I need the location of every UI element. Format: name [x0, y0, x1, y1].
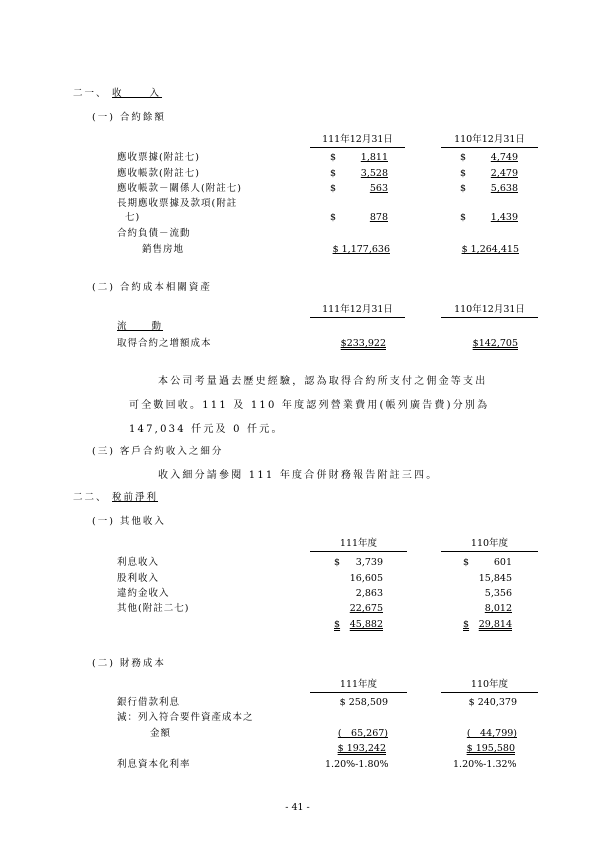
value-110: 601 — [493, 557, 512, 568]
value-110: ( 44,799) — [466, 728, 517, 739]
value-110: $142,705 — [472, 338, 518, 349]
row-label: 利息收入 — [117, 557, 160, 568]
currency-symbol: $ — [334, 619, 341, 630]
value-111: $ 258,509 — [339, 697, 388, 708]
rate-110: 1.20%-1.32% — [453, 759, 517, 770]
col-header-111: 111年度 — [339, 538, 378, 549]
value-111: 2,863 — [355, 588, 383, 599]
subsection-other-income: (一) 其他收入 — [92, 516, 166, 527]
row-label: 其他(附註二七) — [117, 603, 190, 614]
row-label-cont: 金額 — [150, 728, 172, 739]
header-rule — [441, 551, 538, 552]
row-label: 股利收入 — [117, 573, 160, 584]
row-label: 減：列入符合要件資產成本之 — [117, 712, 254, 723]
row-label: 應收帳款－關係人(附註七) — [117, 183, 242, 194]
total-111: 45,882 — [349, 619, 383, 630]
col-header-110: 110年度 — [470, 538, 509, 549]
currency-symbol: $ — [460, 212, 467, 223]
subsection-revenue-breakdown: (三) 客戶合約收入之細分 — [92, 446, 224, 457]
row-label: 銀行借款利息 — [117, 697, 181, 708]
value-110: 5,356 — [484, 588, 512, 599]
currency-symbol: $ — [330, 168, 337, 179]
col-header-110: 110年12月31日 — [454, 134, 525, 145]
value-110: 15,845 — [478, 573, 512, 584]
section-22-number: 二二、 — [73, 492, 108, 503]
currency-symbol: $ — [460, 183, 467, 194]
value-110: $ 1,264,415 — [461, 244, 519, 255]
value-111: $233,922 — [340, 338, 386, 349]
currency-symbol: $ — [460, 168, 467, 179]
page-number: - 41 - — [285, 802, 310, 813]
currency-symbol: $ — [463, 619, 470, 630]
value-111: $ 1,177,636 — [332, 244, 390, 255]
col-header-110: 110年度 — [470, 679, 509, 690]
currency-symbol: $ — [330, 212, 337, 223]
col-header-111: 111年12月31日 — [322, 304, 393, 315]
total-110: $ 195,580 — [466, 743, 515, 754]
section-21-title: 收 入 — [112, 88, 163, 99]
row-label: 利息資本化利率 — [117, 759, 191, 770]
header-rule — [441, 692, 538, 693]
col-header-111: 111年度 — [339, 679, 378, 690]
header-rule — [310, 692, 407, 693]
row-label: 長期應收票據及款項(附註 — [117, 198, 238, 209]
currency-symbol: $ — [334, 557, 341, 568]
row-label: 合約負債－流動 — [117, 228, 191, 239]
col-header-110: 110年12月31日 — [454, 304, 525, 315]
value-110: $ 240,379 — [468, 697, 517, 708]
value-111: 22,675 — [349, 603, 383, 614]
note-text: 收入細分請參閱 111 年度合併財務報告附註三四。 — [158, 470, 439, 481]
paragraph-line: 本公司考量過去歷史經驗，認為取得合約所支付之佣金等支出 — [158, 376, 488, 387]
header-rule — [441, 317, 538, 318]
row-label: 應收票據(附註七) — [117, 152, 200, 163]
currency-symbol: $ — [330, 183, 337, 194]
value-110: 8,012 — [484, 603, 512, 614]
row-label-cont: 銷售房地 — [142, 244, 185, 255]
value-111: 1,811 — [360, 152, 388, 163]
row-label: 取得合約之增額成本 — [117, 338, 212, 349]
rate-111: 1.20%-1.80% — [325, 759, 389, 770]
section-21-number: 二一、 — [73, 88, 108, 99]
value-111: 16,605 — [349, 573, 383, 584]
header-rule — [310, 317, 405, 318]
currency-symbol: $ — [330, 152, 337, 163]
paragraph-line: 147,034 仟元及 0 仟元。 — [129, 424, 284, 435]
header-rule — [441, 147, 538, 148]
group-label-current: 流 動 — [117, 321, 164, 332]
paragraph-line: 可全數回收。111 及 110 年度認列營業費用(帳列廣告費)分別為 — [129, 400, 490, 411]
subsection-contract-balance: (一) 合約餘額 — [92, 112, 166, 123]
subsection-finance-cost: (二) 財務成本 — [92, 658, 166, 669]
value-111: 563 — [369, 183, 388, 194]
total-110: 29,814 — [478, 619, 512, 630]
row-label: 違約金收入 — [117, 588, 170, 599]
header-rule — [310, 551, 407, 552]
subsection-contract-cost-assets: (二) 合約成本相關資產 — [92, 282, 212, 293]
value-110: 5,638 — [490, 183, 518, 194]
value-110: 2,479 — [490, 168, 518, 179]
value-111: ( 65,267) — [337, 728, 388, 739]
value-111: 3,528 — [360, 168, 388, 179]
value-111: 878 — [369, 212, 388, 223]
currency-symbol: $ — [460, 152, 467, 163]
value-110: 4,749 — [490, 152, 518, 163]
total-111: $ 193,242 — [337, 743, 386, 754]
section-22-title: 稅前淨利 — [112, 492, 159, 503]
row-label-cont: 七) — [125, 212, 141, 223]
header-rule — [310, 147, 405, 148]
value-110: 1,439 — [490, 212, 518, 223]
value-111: 3,739 — [355, 557, 383, 568]
currency-symbol: $ — [463, 557, 470, 568]
col-header-111: 111年12月31日 — [322, 134, 393, 145]
row-label: 應收帳款(附註七) — [117, 168, 200, 179]
